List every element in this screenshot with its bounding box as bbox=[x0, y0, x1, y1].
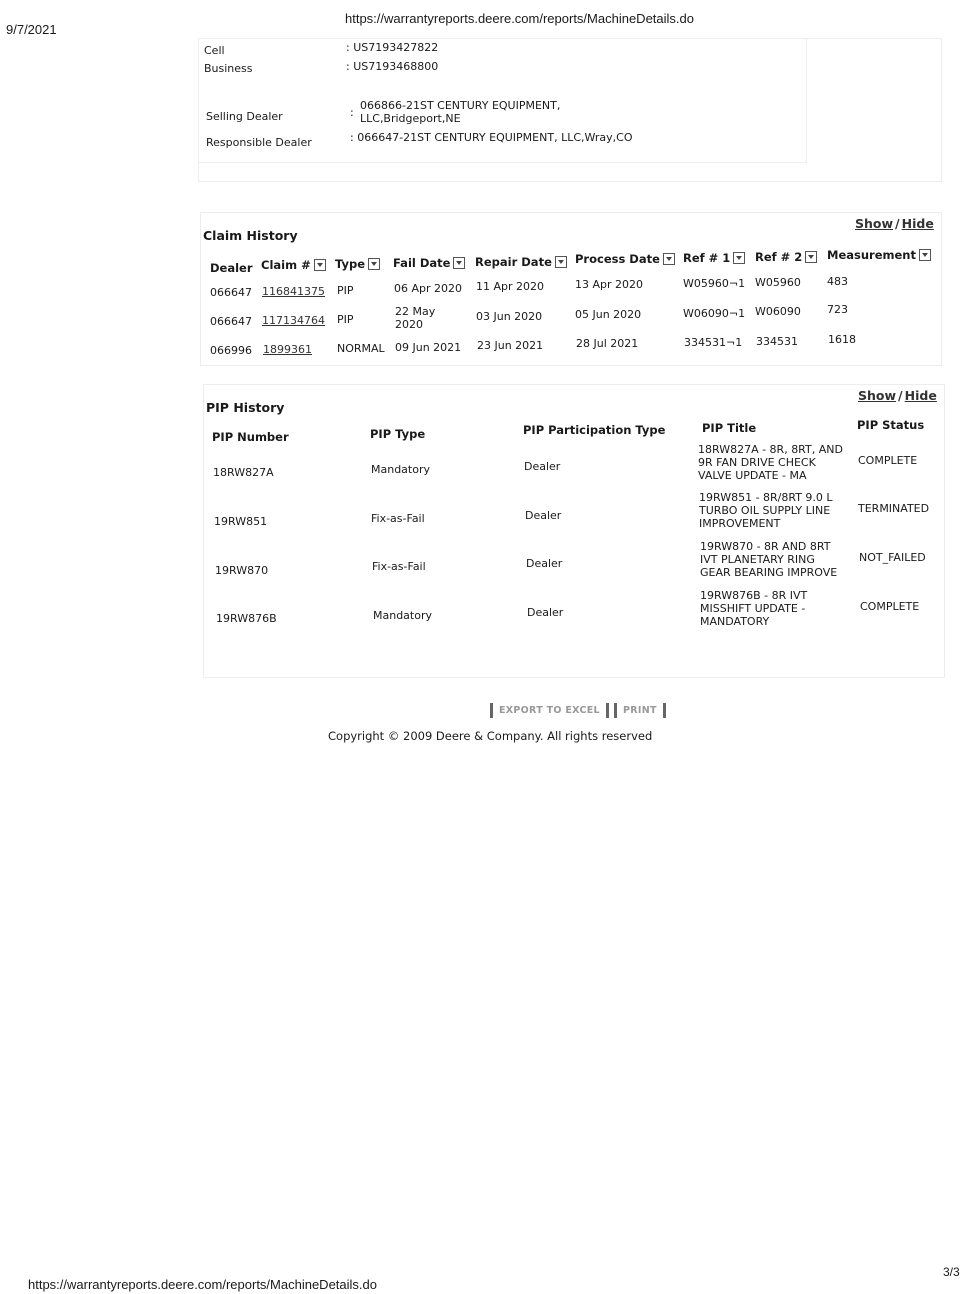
claim-cell-claim[interactable]: 1899361 bbox=[263, 343, 312, 356]
claim-cell-claim[interactable]: 117134764 bbox=[262, 314, 325, 327]
col-ref1[interactable]: Ref # 1 bbox=[683, 251, 745, 265]
sort-icon[interactable] bbox=[805, 251, 817, 263]
pip-cell-type: Mandatory bbox=[373, 609, 433, 622]
claim-cell-type: NORMAL bbox=[337, 342, 385, 355]
claim-cell-ref1: 334531¬1 bbox=[684, 336, 743, 349]
claim-cell-claim[interactable]: 116841375 bbox=[262, 285, 325, 298]
claim-cell-fail-date: 06 Apr 2020 bbox=[394, 282, 463, 295]
pip-cell-number: 19RW851 bbox=[214, 515, 268, 528]
pip-cell-type: Fix-as-Fail bbox=[371, 512, 425, 525]
col-process-date[interactable]: Process Date bbox=[575, 252, 675, 266]
toggle-separator: / bbox=[895, 216, 900, 231]
col-pip-participation: PIP Participation Type bbox=[523, 423, 666, 437]
pip-history-toggle bbox=[858, 388, 937, 403]
col-claim[interactable]: Claim # bbox=[261, 258, 326, 272]
col-pip-title: PIP Title bbox=[702, 421, 757, 435]
pip-cell-status: COMPLETE bbox=[860, 600, 920, 613]
claim-cell-dealer: 066996 bbox=[210, 344, 252, 357]
pip-title-line: VALVE UPDATE - MA bbox=[698, 469, 807, 482]
print-date: 9/7/2021 bbox=[6, 22, 57, 37]
cell-value: : US7193427822 bbox=[346, 41, 439, 54]
col-pip-type: PIP Type bbox=[370, 427, 426, 441]
claim-cell-measurement: 1618 bbox=[828, 333, 856, 346]
claim-cell-process-date: 05 Jun 2020 bbox=[575, 308, 642, 321]
pip-history-hide-link[interactable]: Hide bbox=[904, 388, 937, 403]
pip-cell-participation: Dealer bbox=[525, 509, 562, 522]
claim-history-title: Claim History bbox=[203, 228, 298, 243]
claim-cell-fail-date bbox=[395, 305, 435, 331]
sort-icon[interactable] bbox=[453, 257, 465, 269]
col-pip-number: PIP Number bbox=[212, 430, 289, 444]
pip-cell-status: NOT_FAILED bbox=[859, 551, 926, 564]
claim-cell-measurement: 483 bbox=[827, 275, 848, 288]
claim-cell-ref2: W06090 bbox=[755, 305, 801, 318]
pip-cell-type: Mandatory bbox=[371, 463, 431, 476]
sort-icon[interactable] bbox=[733, 252, 745, 264]
business-value: : US7193468800 bbox=[346, 60, 439, 73]
sort-icon[interactable] bbox=[555, 256, 567, 268]
claim-cell-process-date: 28 Jul 2021 bbox=[576, 337, 639, 350]
print-url-header: https://warrantyreports.deere.com/reports/MachineDetails.do bbox=[345, 11, 694, 26]
pip-cell-title bbox=[699, 491, 833, 530]
col-fail-date[interactable]: Fail Date bbox=[393, 256, 465, 270]
pip-title-line: GEAR BEARING IMPROVE bbox=[700, 566, 838, 579]
sort-icon[interactable] bbox=[368, 258, 380, 270]
pip-cell-participation: Dealer bbox=[527, 606, 564, 619]
pip-title-line: MANDATORY bbox=[700, 615, 770, 628]
pip-cell-type: Fix-as-Fail bbox=[372, 560, 426, 573]
claim-cell-dealer: 066647 bbox=[210, 286, 252, 299]
pip-title-line: 19RW876B - 8R IVT bbox=[700, 589, 808, 602]
claim-cell-type: PIP bbox=[337, 284, 354, 297]
sort-icon[interactable] bbox=[663, 253, 675, 265]
pip-history-show-link[interactable]: Show bbox=[858, 388, 897, 403]
selling-dealer-line1: 066866-21ST CENTURY EQUIPMENT, bbox=[360, 99, 561, 112]
claim-history-toggle bbox=[855, 216, 934, 231]
pip-title-line: 19RW851 - 8R/8RT 9.0 L bbox=[699, 491, 833, 504]
pip-history-title: PIP History bbox=[206, 400, 285, 415]
claim-cell-measurement: 723 bbox=[827, 303, 848, 316]
claim-cell-type: PIP bbox=[337, 313, 354, 326]
export-to-excel-button[interactable]: EXPORT TO EXCEL bbox=[490, 703, 609, 718]
claim-cell-dealer: 066647 bbox=[210, 315, 252, 328]
pip-cell-number: 18RW827A bbox=[213, 466, 274, 479]
sort-icon[interactable] bbox=[919, 249, 931, 261]
fail-date-line: 2020 bbox=[395, 318, 423, 331]
responsible-dealer-value: : 066647-21ST CENTURY EQUIPMENT, LLC,Wray,CO bbox=[350, 131, 633, 144]
claim-cell-repair-date: 23 Jun 2021 bbox=[477, 339, 544, 352]
pip-cell-status: COMPLETE bbox=[858, 454, 918, 467]
col-dealer: Dealer bbox=[210, 261, 253, 275]
pip-title-line: IMPROVEMENT bbox=[699, 517, 781, 530]
print-url-footer: https://warrantyreports.deere.com/reports/MachineDetails.do bbox=[28, 1277, 377, 1292]
col-ref2[interactable]: Ref # 2 bbox=[755, 250, 817, 264]
col-type[interactable]: Type bbox=[335, 257, 380, 271]
responsible-dealer-label: Responsible Dealer bbox=[206, 136, 312, 149]
claim-cell-process-date: 13 Apr 2020 bbox=[575, 278, 644, 291]
fail-date-line: 22 May bbox=[395, 305, 436, 318]
pip-cell-participation: Dealer bbox=[526, 557, 563, 570]
pip-cell-status: TERMINATED bbox=[858, 502, 930, 515]
claim-cell-ref2: W05960 bbox=[755, 276, 801, 289]
pip-cell-number: 19RW876B bbox=[216, 612, 277, 625]
claim-cell-ref1: W06090¬1 bbox=[683, 307, 746, 320]
selling-dealer-value bbox=[360, 99, 560, 125]
pip-title-line: 19RW870 - 8R AND 8RT bbox=[700, 540, 831, 553]
selling-dealer-colon: : bbox=[350, 106, 354, 119]
pip-title-line: IVT PLANETARY RING bbox=[700, 553, 815, 566]
claim-history-hide-link[interactable]: Hide bbox=[901, 216, 934, 231]
pip-cell-number: 19RW870 bbox=[215, 564, 269, 577]
pip-title-line: 9R FAN DRIVE CHECK bbox=[698, 456, 816, 469]
selling-dealer-line2: LLC,Bridgeport,NE bbox=[360, 112, 461, 125]
pip-title-line: 18RW827A - 8R, 8RT, AND bbox=[698, 443, 843, 456]
page-number: 3/3 bbox=[943, 1265, 960, 1279]
print-button[interactable]: PRINT bbox=[614, 703, 666, 718]
pip-title-line: TURBO OIL SUPPLY LINE bbox=[699, 504, 831, 517]
pip-cell-title bbox=[700, 589, 807, 628]
action-buttons bbox=[490, 698, 666, 718]
pip-cell-title bbox=[700, 540, 837, 579]
claim-cell-repair-date: 11 Apr 2020 bbox=[476, 280, 545, 293]
col-measurement[interactable]: Measurement bbox=[827, 248, 931, 262]
sort-icon[interactable] bbox=[314, 259, 326, 271]
pip-cell-title bbox=[698, 443, 843, 482]
copyright-notice: Copyright © 2009 Deere & Company. All rights reserved bbox=[328, 729, 653, 743]
pip-title-line: MISSHIFT UPDATE - bbox=[700, 602, 806, 615]
col-repair-date[interactable]: Repair Date bbox=[475, 255, 567, 269]
claim-cell-fail-date: 09 Jun 2021 bbox=[395, 341, 462, 354]
claim-cell-ref2: 334531 bbox=[756, 335, 798, 348]
selling-dealer-label: Selling Dealer bbox=[206, 110, 283, 123]
pip-cell-participation: Dealer bbox=[524, 460, 561, 473]
cell-label: Cell bbox=[204, 44, 225, 57]
col-pip-status: PIP Status bbox=[857, 418, 925, 432]
toggle-separator: / bbox=[898, 388, 903, 403]
claim-history-show-link[interactable]: Show bbox=[855, 216, 894, 231]
claim-cell-ref1: W05960¬1 bbox=[683, 277, 746, 290]
business-label: Business bbox=[204, 62, 253, 75]
claim-cell-repair-date: 03 Jun 2020 bbox=[476, 310, 543, 323]
